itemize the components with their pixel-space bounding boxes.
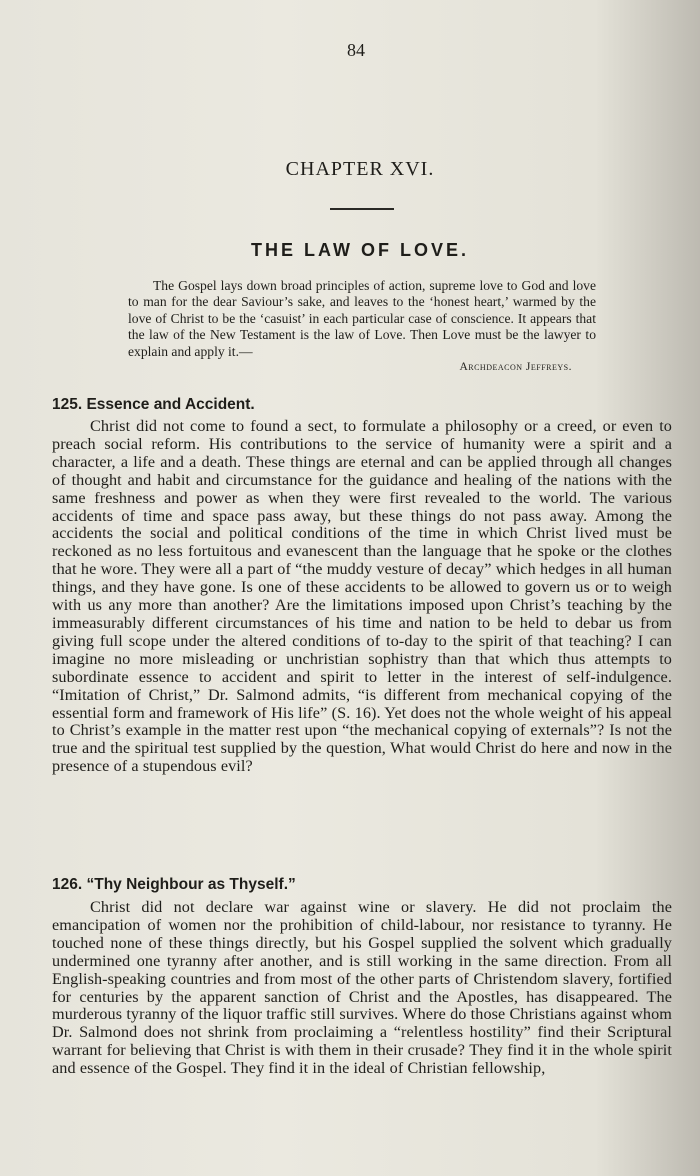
section-body-125: Christ did not come to found a sect, to formulate a philosophy or a creed, or even to preach social reform. His contributions to the service of humanity were a spirit and a character, a life and a death. These things are eternal and can be applied through all changes of thought and habit and circumstance for the guidance and healing of the nations with the same freshness and power as when they were first revealed to the world. The various accidents of time and space pass away, but these things do not pass away. Among the accidents the social and political conditions of the time in which Christ lived must be reckoned as no less fortuitous and evanescent than the language that he spoke or the clothes that he wore. They were all a part of “the muddy vesture of decay” which hedges in all human things, and they have gone. Is one of these accidents to be allowed to govern us or to weigh with us any more than another? Are the limitations imposed upon Christ’s teaching by the immeasurably different circumstances of his time and nation to be held to debar us from giving full scope under the altered conditions of to-day to the spirit of that teaching? I can imagine no more misleading or unchristian sophistry than that which thus attempts to subordinate essence to accident and spirit to letter in the interest of self-indulgence. “Imitation of Christ,” Dr. Salmond admits, “is different from mechanical copying of the essential form and framework of His life” (S. 16). Yet does not the whole weight of his appeal to Christ’s example in the matter rest upon “the mechanical copying of externals”? Is not the true and the spiritual test supplied by the question, What would Christ do here and now in the presence of a stupendous evil? [52,417,672,776]
section-body-126: Christ did not declare war against wine or slavery. He did not proclaim the emancipation of women nor the prohibition of child-labour, nor resistance to tyranny. He touched none of these things directly, but his Gospel supplied the solvent which gradually undermined one tyranny after another, and is still working in the same direction. From all English-speaking countries and from most of the other parts of Christendom slavery, fortified for centuries by the apparent sanction of Christ and the Apostles, has disappeared. The murderous tyranny of the liquor traffic still survives. Where do those Christians against whom Dr. Salmond does not shrink from proclaiming a “relentless hostility” find their Scriptural warrant for believing that Christ is with them in their crusade? They find it in the whole spirit and essence of the Gospel. They find it in the ideal of Christian fellowship, [52,898,672,1078]
section-heading-125: 125. Essence and Accident. [52,396,255,413]
epigraph-attribution: Archdeacon Jeffreys. [459,361,572,373]
chapter-title: THE LAW OF LOVE. [251,240,469,260]
chapter-heading: CHAPTER XVI. [285,158,435,180]
page-number: 84 [347,40,365,60]
chapter-divider [330,208,394,210]
epigraph-quote: The Gospel lays down broad principles of action, supreme love to God and love to man for the dear Saviour’s sake, and leaves to the ‘honest heart,’ warmed by the love of Christ to be the ‘casuist’ in each particular case of conscience. It appears that the law of the New Testament is the law of Love. Then Love must be the lawyer to explain and apply it.— [128,278,596,359]
section-heading-126: 126. “Thy Neighbour as Thyself.” [52,876,296,893]
